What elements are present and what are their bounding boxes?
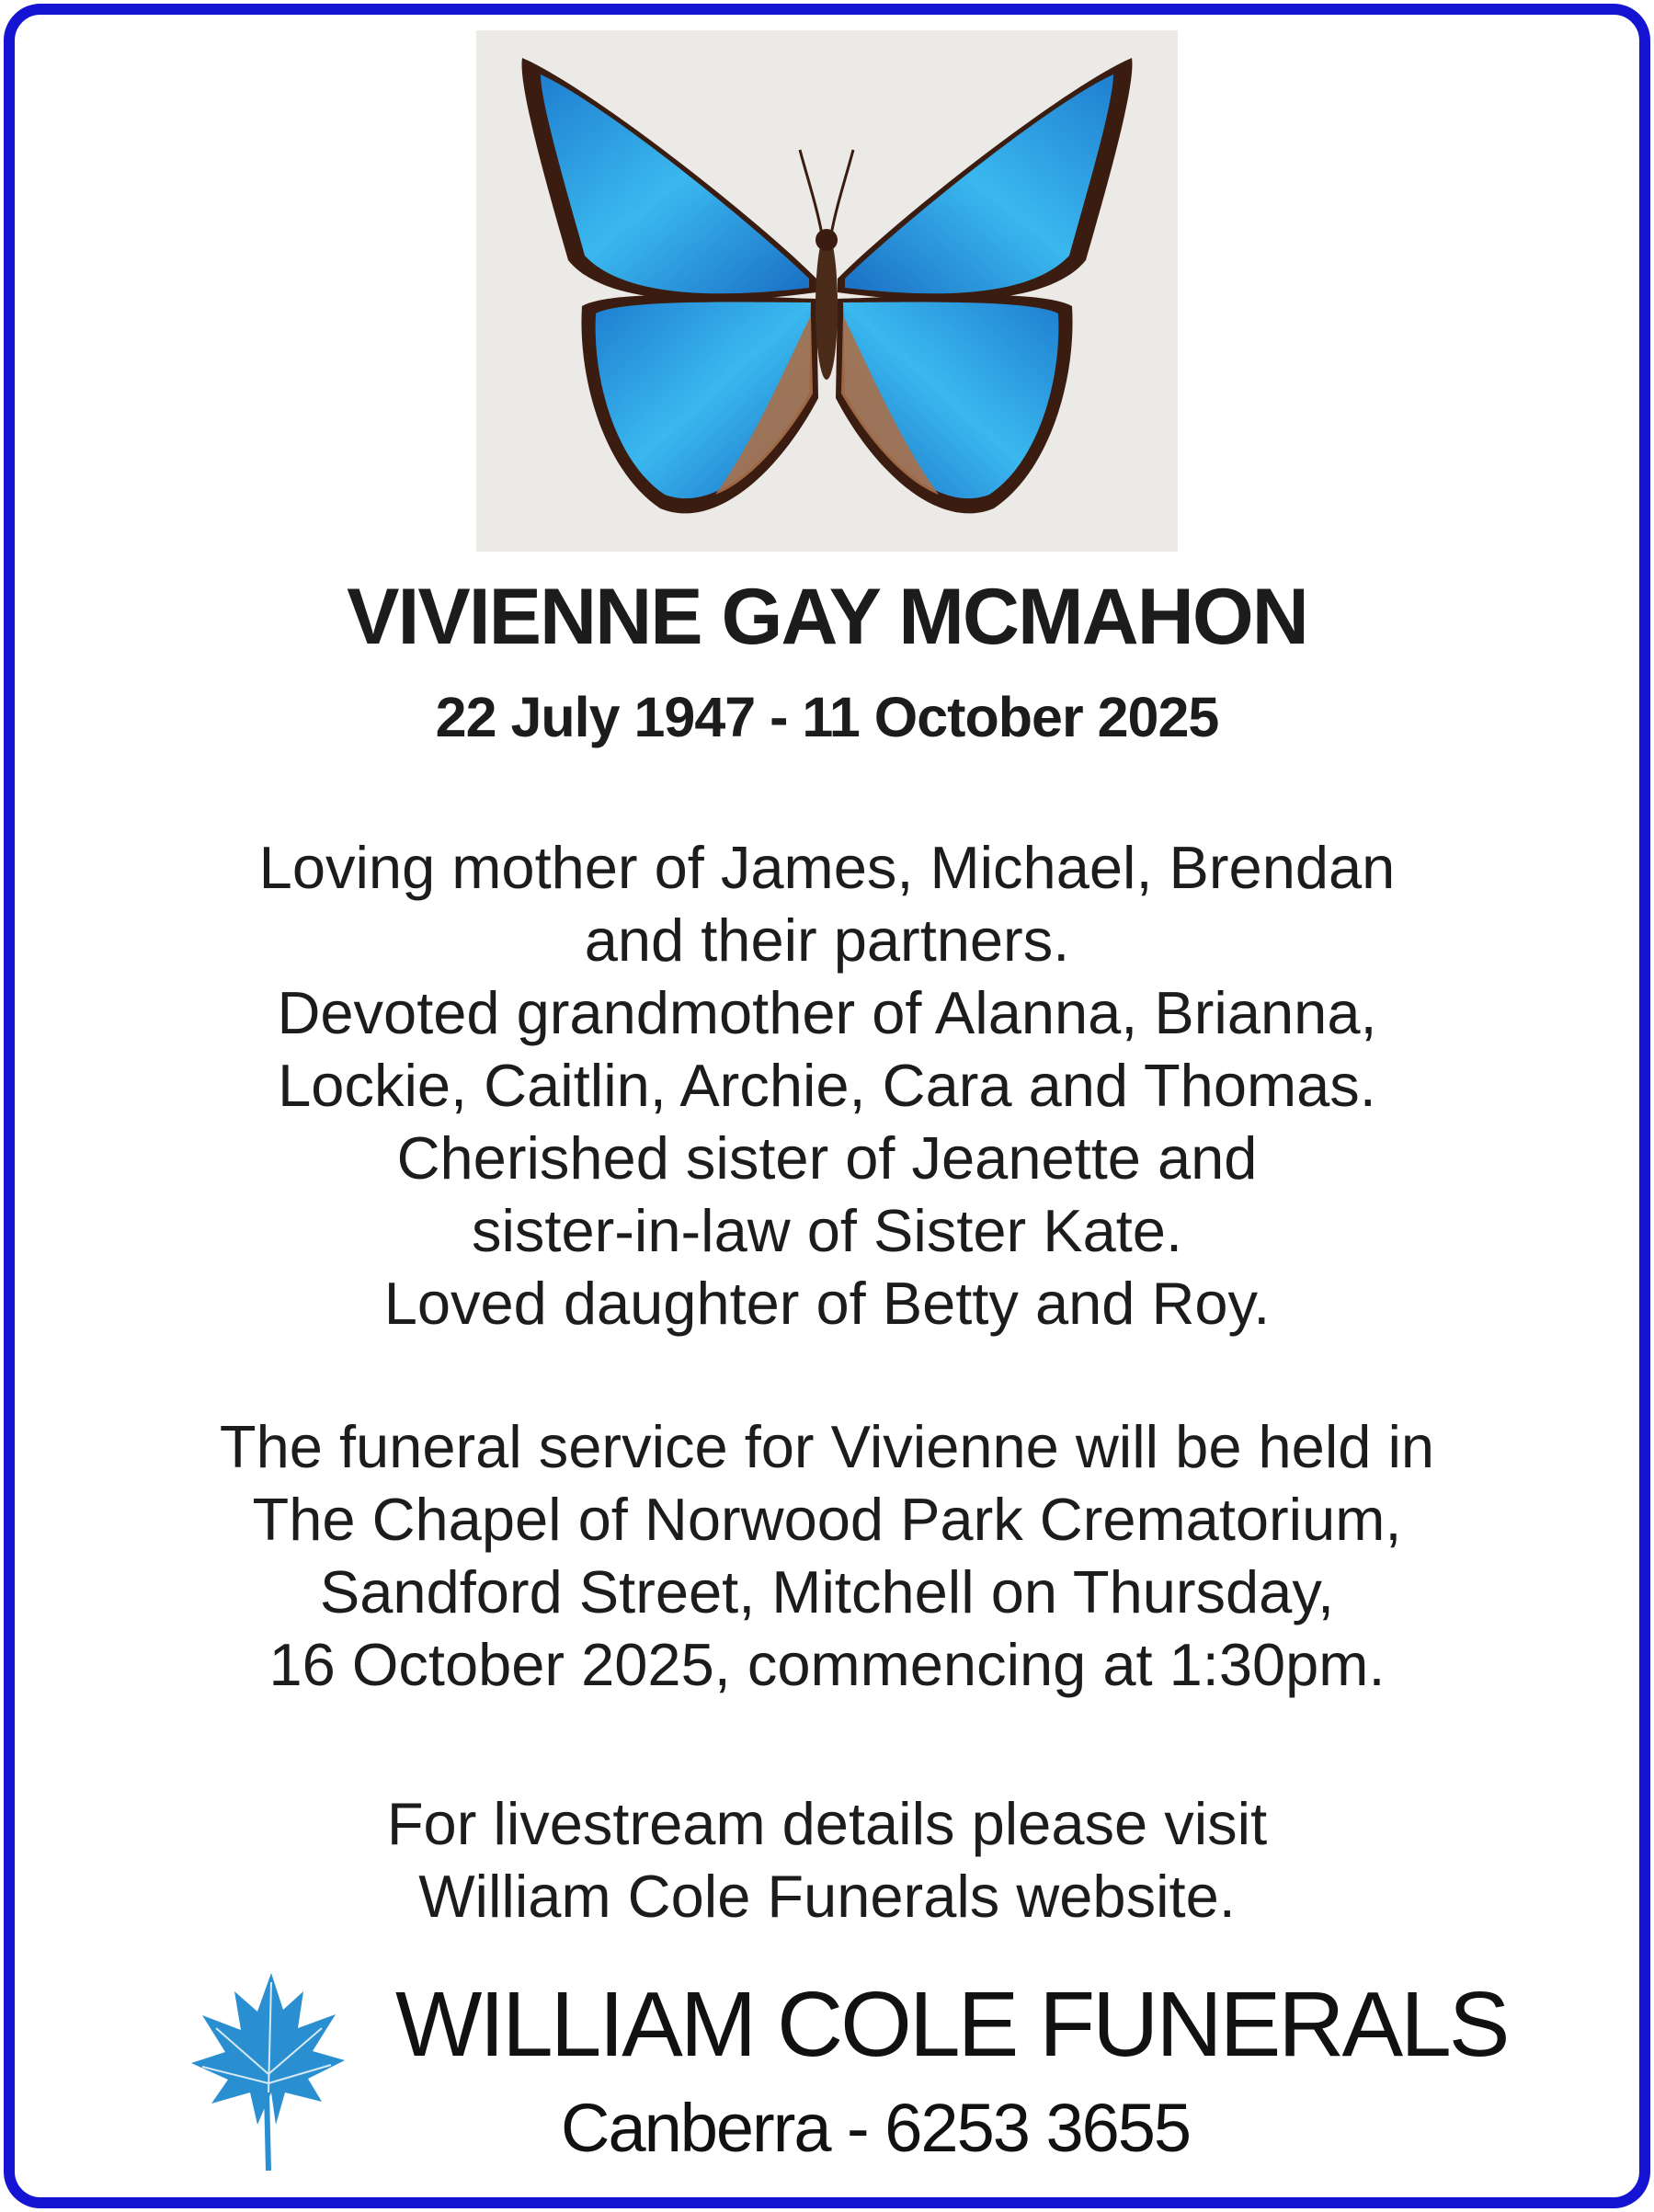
service-line: Sandford Street, Mitchell on Thursday, [319, 1558, 1335, 1625]
service-paragraph [37, 1410, 1617, 1701]
family-line: Loved daughter of Betty and Roy. [383, 1270, 1271, 1337]
family-line: Lockie, Caitlin, Archie, Cara and Thomas. [278, 1052, 1376, 1119]
funeral-home-contact: Canberra - 6253 3655 [561, 2090, 1191, 2166]
funeral-home-name: WILLIAM COLE FUNERALS [395, 1973, 1508, 2076]
livestream-line: For livestream details please visit [386, 1790, 1268, 1857]
family-line: Devoted grandmother of Alanna, Brianna, [277, 979, 1377, 1046]
family-line: Cherished sister of Jeanette and [396, 1124, 1258, 1192]
family-paragraph [37, 831, 1617, 1340]
livestream-paragraph [37, 1787, 1617, 1933]
family-line: Loving mother of James, Michael, Brendan [258, 834, 1396, 901]
livestream-line: William Cole Funerals website. [418, 1863, 1236, 1930]
family-line: and their partners. [584, 906, 1070, 974]
family-line: sister-in-law of Sister Kate. [471, 1197, 1183, 1264]
deceased-name: VIVIENNE GAY MCMAHON [347, 573, 1307, 661]
funeral-home-logo [184, 1956, 1508, 2177]
service-line: 16 October 2025, commencing at 1:30pm. [268, 1631, 1386, 1698]
butterfly-photo [476, 30, 1178, 552]
service-line: The Chapel of Norwood Park Crematorium, [252, 1486, 1402, 1553]
life-dates: 22 July 1947 - 11 October 2025 [435, 686, 1219, 748]
butterfly-icon [476, 30, 1178, 552]
service-line: The funeral service for Vivienne will be held in [219, 1413, 1435, 1480]
maple-leaf-icon [184, 1964, 349, 2175]
